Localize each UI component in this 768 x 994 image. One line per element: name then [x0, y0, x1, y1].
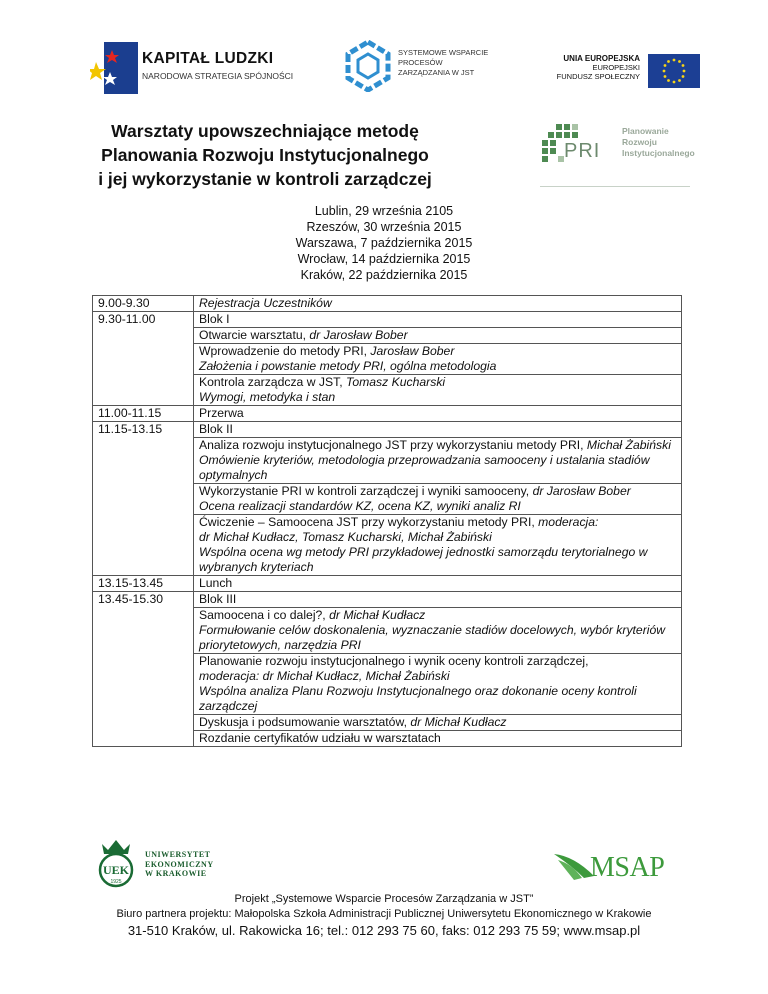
table-row — [93, 422, 682, 576]
pri-logo — [540, 118, 695, 188]
page-title — [80, 119, 450, 191]
title-line-1: Warsztaty upowszechniające metodę — [111, 121, 419, 141]
systemowe-line-1: SYSTEMOWE WSPARCIE — [398, 48, 489, 57]
agenda-item: Dyskusja i podsumowanie warsztatów, dr Michał Kudłacz — [194, 714, 681, 730]
agenda-item: Kontrola zarządcza w JST, Tomasz Kucharski Wymogi, metodyka i stan — [194, 374, 681, 405]
pri-line-1: Planowanie — [622, 126, 669, 136]
title-line-3: i jej wykorzystanie w kontroli zarządczej — [98, 169, 432, 189]
pri-line-2: Rozwoju — [622, 137, 657, 147]
systemowe-line-3: ZARZĄDZANIA W JST — [398, 68, 475, 77]
msap-logo — [554, 850, 674, 886]
hexagon-emblem-icon — [344, 40, 392, 92]
footer-project: Projekt „Systemowe Wsparcie Procesów Zarządzania w JST” — [234, 893, 534, 905]
location-item: Rzeszów, 30 września 2015 — [306, 220, 462, 234]
footer-office: Biuro partnera projektu: Małopolska Szkoła Administracji Publicznej Uniwersytetu Ekonomicznego w Krakowie — [116, 908, 652, 920]
agenda-item: Wprowadzenie do metody PRI, Jarosław Bober Założenia i powstanie metody PRI, ogólna metodologia — [194, 343, 681, 374]
table-row — [93, 576, 682, 592]
kapital-ludzki-emblem-icon — [90, 42, 138, 94]
time-cell: 9.00-9.30 — [93, 296, 194, 312]
registration: Rejestracja Uczestników — [199, 296, 332, 310]
locations-list — [234, 203, 534, 283]
table-row — [93, 312, 682, 406]
title-line-2: Planowania Rozwoju Instytucjonalnego — [101, 145, 429, 165]
agenda-table — [92, 295, 682, 747]
session-cell — [194, 296, 682, 312]
agenda-item: Wykorzystanie PRI w kontroli zarządczej i wyniki samooceny, dr Jarosław Bober Ocena realizacji standardów KZ, ocena KZ, wyniki analiz RI — [194, 483, 681, 514]
uek-year-text: 1925 — [110, 879, 122, 885]
time-cell: 13.15-13.45 — [93, 576, 194, 592]
table-row — [93, 296, 682, 312]
time-cell: 11.00-11.15 — [93, 406, 194, 422]
time-cell: 9.30-11.00 — [93, 312, 194, 406]
time-cell: 11.15-13.15 — [93, 422, 194, 576]
session-cell — [194, 592, 682, 747]
footer-contact: 31-510 Kraków, ul. Rakowicka 16; tel.: 012 293 75 60, faks: 012 293 75 59; www.msap.pl — [127, 923, 641, 938]
agenda-item: Samoocena i co dalej?, dr Michał Kudłacz Formułowanie celów doskonalenia, wyznaczanie stadiów docelowych, wybór kryteriów priorytetowych, narzędzia PRI — [194, 607, 681, 653]
uek-badge-text: UEK — [102, 863, 130, 877]
eu-line-2: EUROPEJSKI — [592, 63, 640, 72]
uek-logo — [92, 838, 212, 888]
session-cell — [194, 422, 682, 576]
agenda-item: Rozdanie certyfikatów udziału w warsztatach — [194, 730, 681, 746]
session-cell: Przerwa — [194, 406, 682, 422]
agenda-item: Ćwiczenie – Samoocena JST przy wykorzystaniu metody PRI, moderacja: dr Michał Kudłacz, Tomasz Kucharski, Michał Żabiński Wspólna ocena wg metody PRI przykładowej jednostki samorządu terytorialnego w wybranych kryteriach — [194, 514, 681, 575]
systemowe-wsparcie-logo — [344, 40, 489, 96]
systemowe-line-2: PROCESÓW — [398, 58, 443, 67]
pri-short: PRI — [564, 140, 601, 162]
pri-divider — [540, 186, 690, 187]
block-1-title: Blok I — [199, 312, 230, 326]
agenda-item: Otwarcie warsztatu, dr Jarosław Bober — [194, 327, 681, 343]
session-cell — [194, 312, 682, 406]
table-row — [93, 406, 682, 422]
location-item: Kraków, 22 października 2015 — [300, 268, 468, 282]
pri-line-3: Instytucjonalnego — [622, 148, 695, 158]
session-cell: Lunch — [194, 576, 682, 592]
time-cell: 13.45-15.30 — [93, 592, 194, 747]
eu-logo — [555, 54, 700, 88]
eu-flag-icon — [648, 54, 700, 88]
footer — [0, 892, 768, 940]
kapital-ludzki-name: KAPITAŁ LUDZKI — [142, 50, 274, 67]
agenda-item: Analiza rozwoju instytucjonalnego JST przy wykorzystaniu metody PRI, Michał Żabiński Omówienie kryteriów, metodologia przeprowadzania samooceny i ustalania stadiów optymalnych — [194, 437, 681, 483]
uek-emblem-icon — [92, 838, 140, 888]
kapital-ludzki-subtitle: NARODOWA STRATEGIA SPÓJNOŚCI — [142, 71, 294, 81]
location-item: Wrocław, 14 października 2015 — [297, 252, 471, 266]
uek-line-3: W KRAKOWIE — [145, 869, 207, 878]
block-2-title: Blok II — [199, 422, 233, 436]
uek-line-1: UNIWERSYTET — [145, 850, 211, 859]
eu-line-3: FUNDUSZ SPOŁECZNY — [556, 72, 640, 81]
table-row — [93, 592, 682, 747]
location-item: Warszawa, 7 października 2015 — [295, 236, 473, 250]
msap-name: MSAP — [590, 852, 665, 883]
block-3-title: Blok III — [199, 592, 237, 606]
uek-line-2: EKONOMICZNY — [145, 859, 214, 869]
agenda-item: Planowanie rozwoju instytucjonalnego i wynik oceny kontroli zarządczej, moderacja: dr Michał Kudłacz, Michał Żabiński Wspólna analiza Planu Rozwoju Instytucjonalnego oraz dokonanie oceny kontroli zarządczej — [194, 653, 681, 714]
eu-line-1: UNIA EUROPEJSKA — [563, 54, 640, 63]
kapital-ludzki-logo — [90, 40, 300, 98]
location-item: Lublin, 29 września 2105 — [314, 204, 454, 218]
